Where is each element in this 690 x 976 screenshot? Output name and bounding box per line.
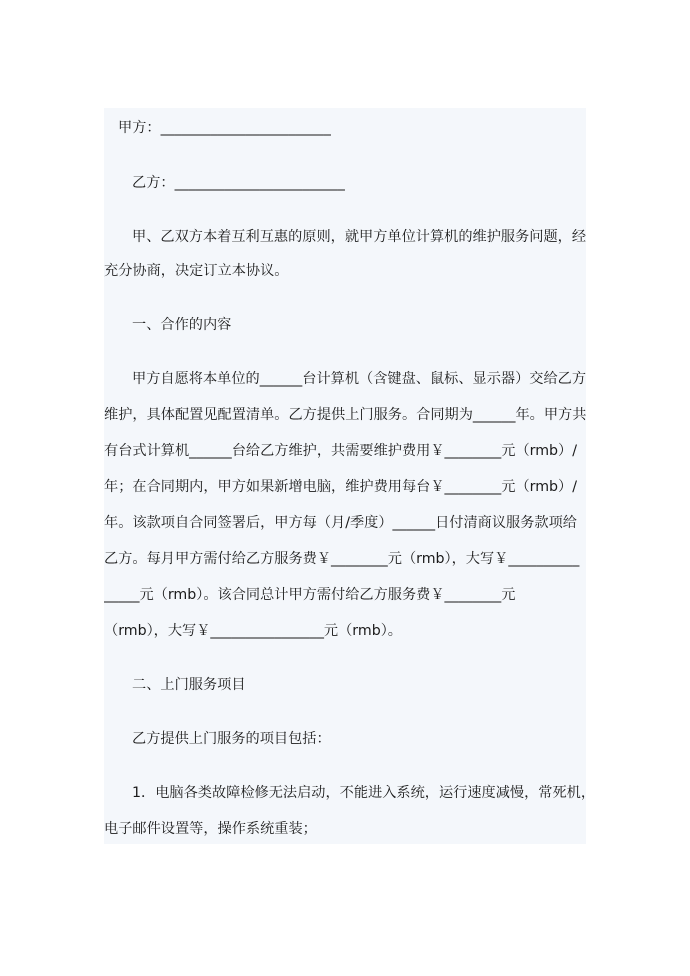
section1-line-2: 维护，具体配置见配置清单。乙方提供上门服务。合同期为______年。甲方共 <box>104 407 586 423</box>
party-b-line: 乙方：________________________ <box>132 175 345 191</box>
section1-line-1: 甲方自愿将本单位的______台计算机（含键盘、鼠标、显示器）交给乙方 <box>132 371 587 387</box>
intro-line-1: 甲、乙双方本着互利互惠的原则，就甲方单位计算机的维护服务问题，经 <box>132 229 587 245</box>
intro-line-2: 充分协商，决定订立本协议。 <box>104 263 289 279</box>
section2-title: 二、上门服务项目 <box>132 677 246 693</box>
section1-line-7: _____元（rmb）。该合同总计甲方需付给乙方服务费￥________元 <box>104 587 516 603</box>
section2-intro: 乙方提供上门服务的项目包括： <box>132 731 331 747</box>
section1-line-6: 乙方。每月甲方需付给乙方服务费￥________元（rmb），大写￥__________ <box>104 551 580 567</box>
section2-item1-line-2: 电子邮件设置等，操作系统重装； <box>104 821 317 837</box>
section1-line-3: 有台式计算机______台给乙方维护，共需要维护费用￥________元（rmb）/ <box>104 443 578 459</box>
section1-line-5: 年。该款项自合同签署后，甲方每（月/季度）______日付清商议服务款项给 <box>104 515 577 531</box>
party-a-line: 甲方：________________________ <box>118 120 331 136</box>
section2-item1-line-1: 1．电脑各类故障检修无法启动，不能进入系统，运行速度减慢，常死机， <box>132 785 596 801</box>
section1-line-8: （rmb），大写￥________________元（rmb）。 <box>104 623 402 639</box>
section1-title: 一、合作的内容 <box>132 317 232 333</box>
section1-line-4: 年；在合同期内，甲方如果新增电脑，维护费用每台￥________元（rmb）/ <box>104 479 578 495</box>
